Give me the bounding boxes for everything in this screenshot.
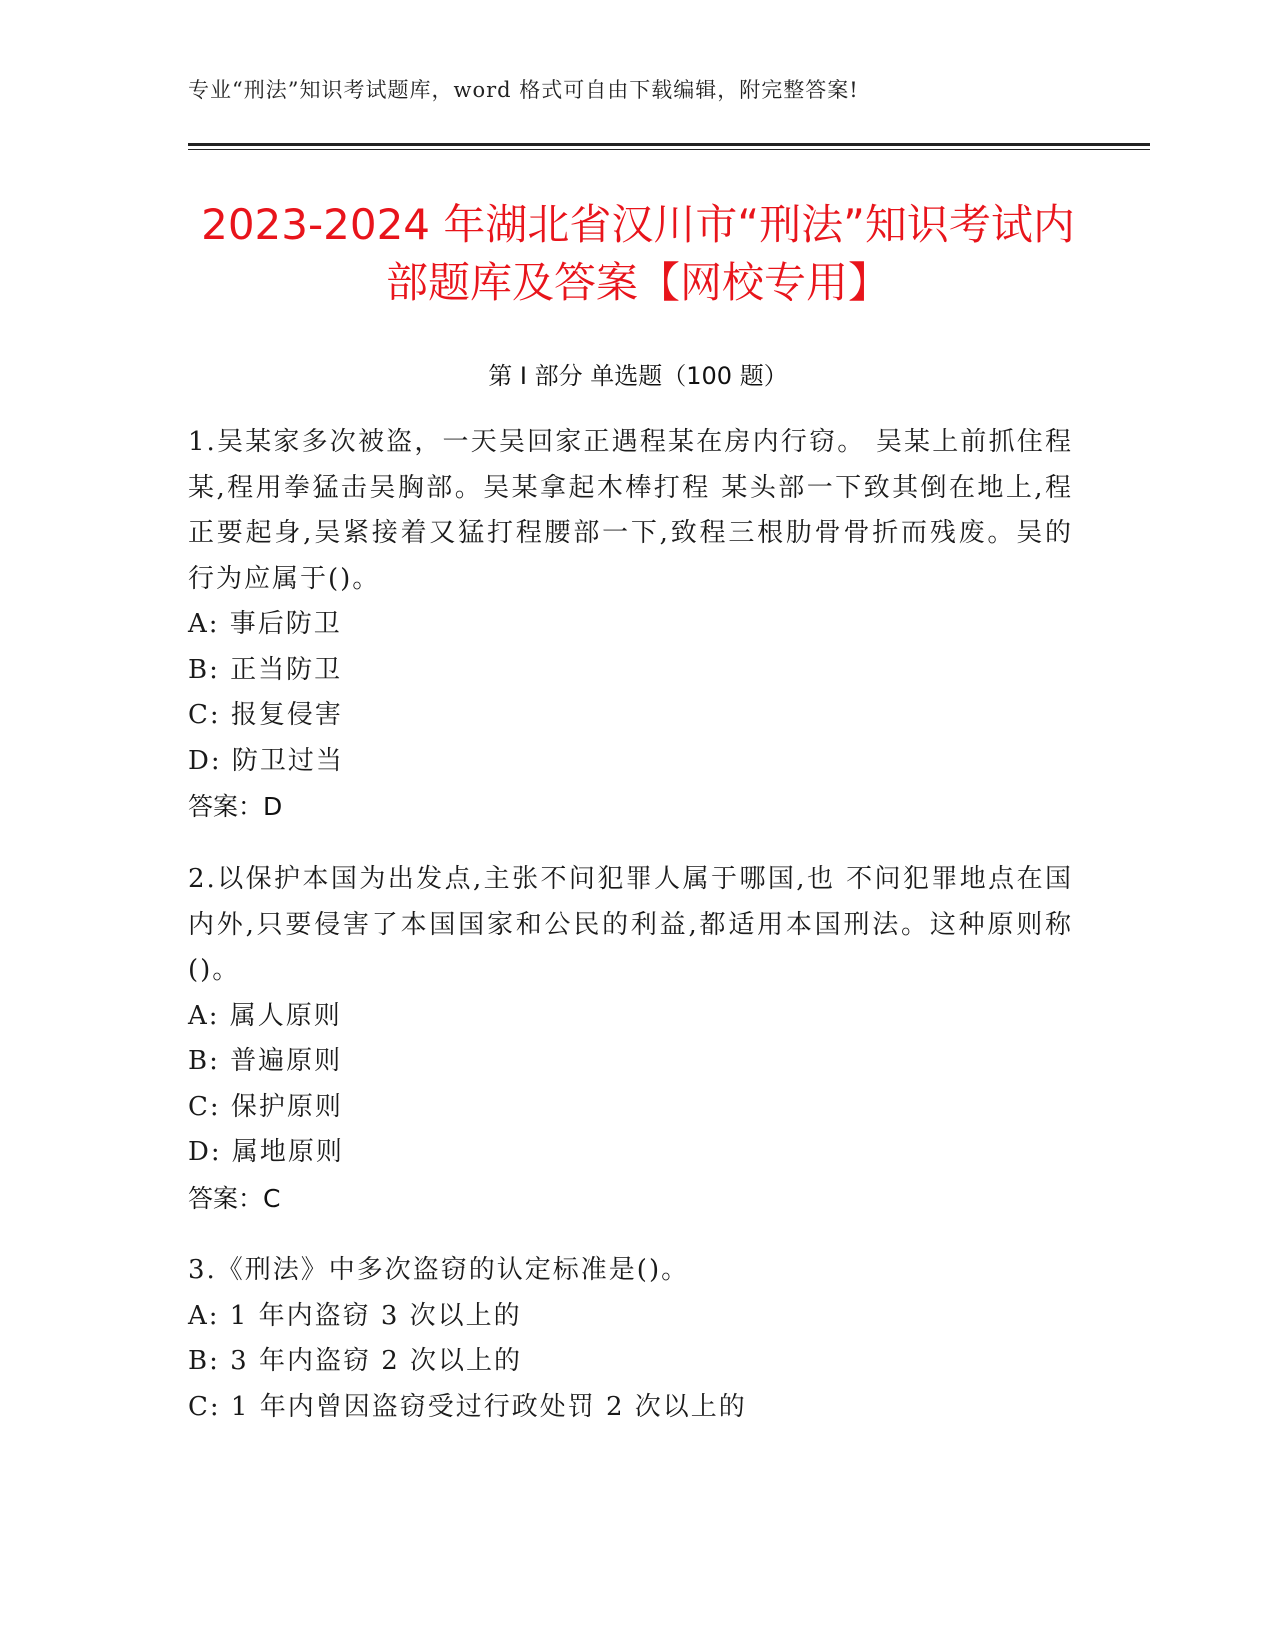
document-title: 2023-2024 年湖北省汉川市“刑法”知识考试内部题库及答案【网校专用】: [201, 200, 1075, 307]
question-stem: 3.《刑法》中多次盗窃的认定标准是()。: [188, 1255, 690, 1285]
option-d: D: 属地原则: [188, 1137, 344, 1167]
option-a: A: 事后防卫: [188, 609, 342, 639]
question-stem: 1.吴某家多次被盗，一天吴回家正遇程某在房内行窃。 吴某上前抓住程某,程用拳猛击吴胸部。吴某拿起木棒打程 某头部一下致其倒在地上,程正要起身,吴紧接着又猛打程腰部一下,致程三根肋骨骨折而残废。吴的行为应属于()。: [188, 427, 1073, 594]
answer: 答案：D: [188, 792, 283, 821]
header-note: 专业“刑法”知识考试题库，word 格式可自由下载编辑，附完整答案!: [188, 78, 859, 102]
header-rule: [188, 143, 1150, 146]
question-stem: 2.以保护本国为出发点,主张不问犯罪人属于哪国,也 不问犯罪地点在国内外,只要侵害了本国国家和公民的利益,都适用本国刑法。这种原则称()。: [188, 864, 1073, 985]
option-d: D: 防卫过当: [188, 745, 344, 776]
option-c: C: 保护原则: [188, 1091, 343, 1122]
option-b: B: 正当防卫: [188, 654, 343, 685]
option-a: A: 1 年内盗窃 3 次以上的: [188, 1300, 522, 1331]
question-3: [188, 1248, 1073, 1430]
option-c: C: 报复侵害: [188, 700, 343, 730]
option-b: B: 普遍原则: [188, 1046, 343, 1076]
option-c: C: 1 年内曾因盗窃受过行政处罚 2 次以上的: [188, 1391, 747, 1422]
option-a: A: 属人原则: [188, 1000, 342, 1031]
header-rule-thin: [188, 149, 1150, 150]
option-b: B: 3 年内盗窃 2 次以上的: [188, 1346, 523, 1376]
question-2: [188, 857, 1073, 1221]
answer: 答案：C: [188, 1183, 281, 1213]
section-title: 第 I 部分 单选题（100 题）: [488, 362, 788, 390]
question-1: [188, 420, 1073, 830]
